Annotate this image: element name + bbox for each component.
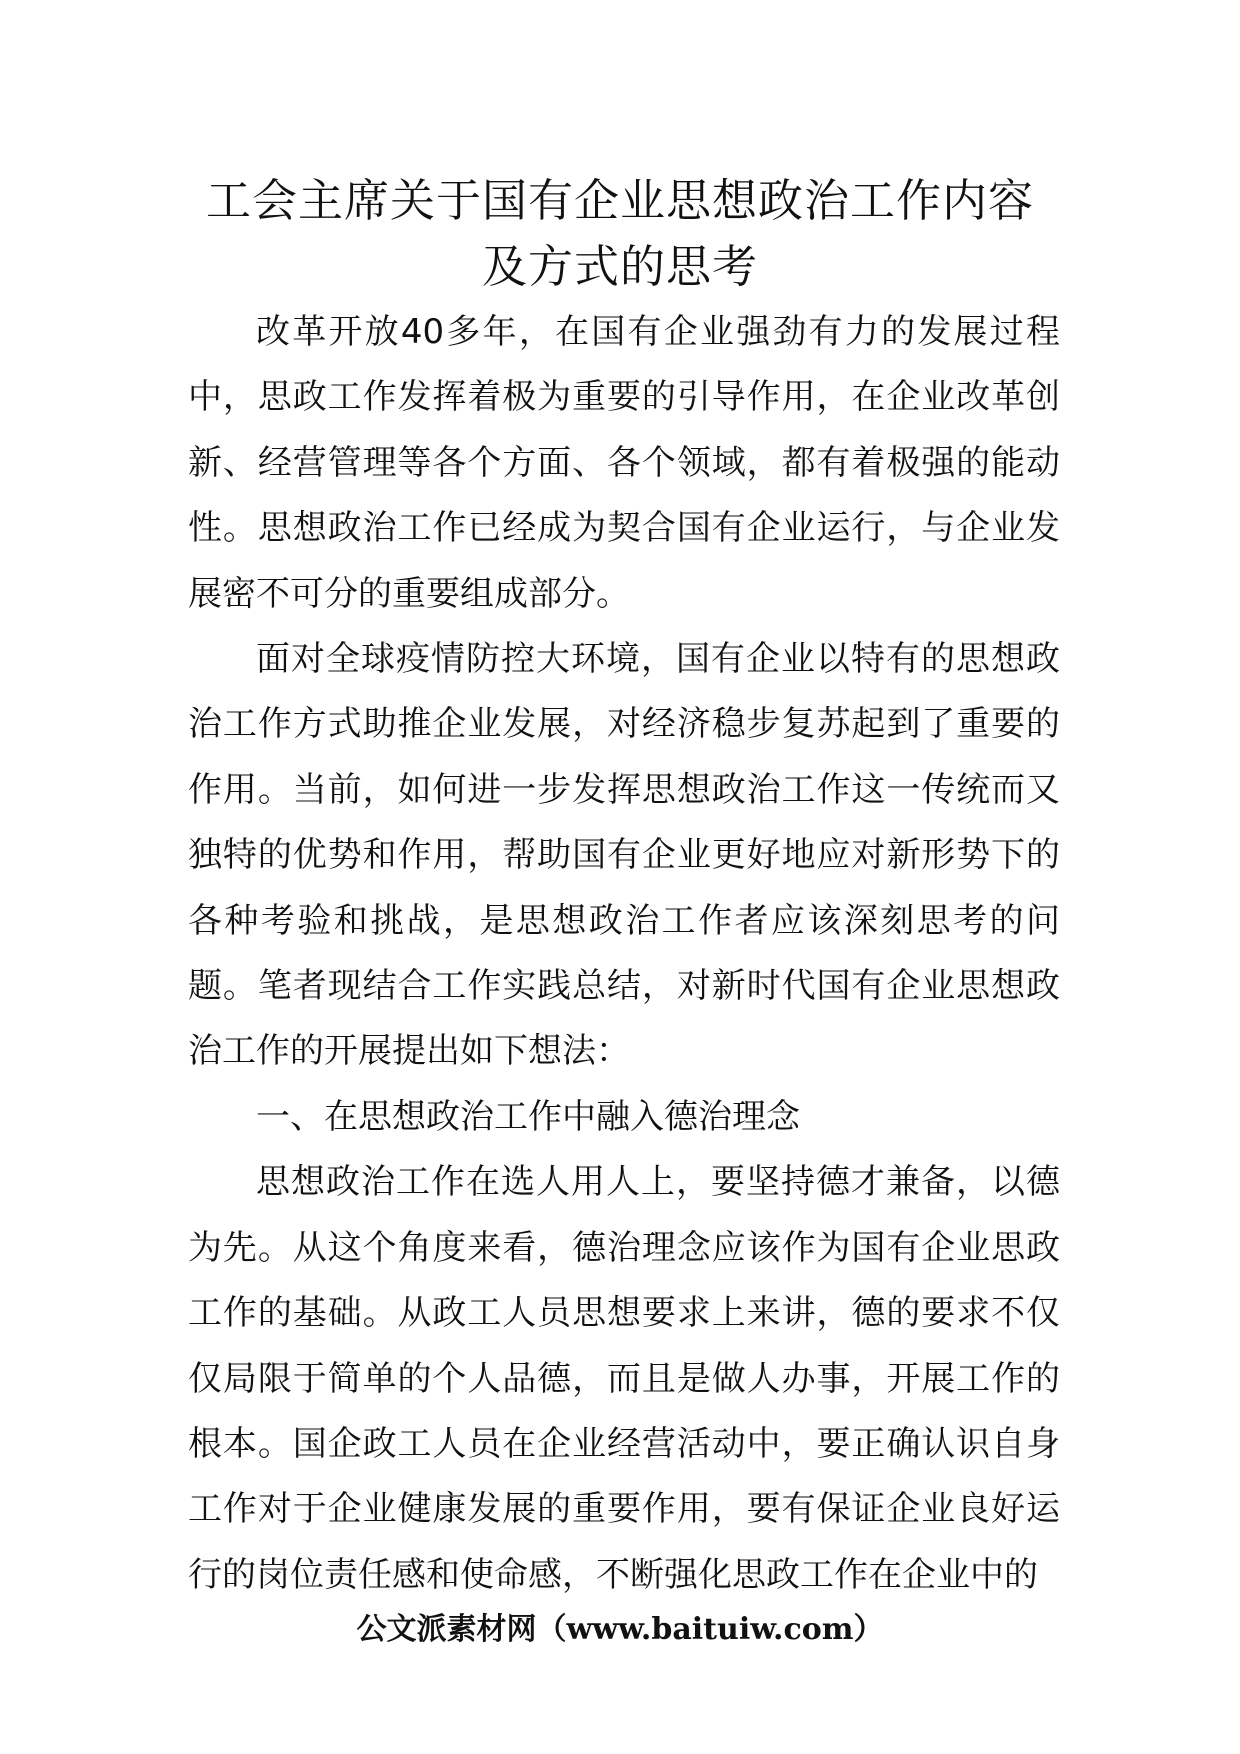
paragraph-intro: 改革开放40多年，在国有企业强劲有力的发展过程中，思政工作发挥着极为重要的引导作用，在企业改革创新、经营管理等各个方面、各个领域，都有着极强的能动性。思想政治工作已经成为契合国有企业运行，与企业发展密不可分的重要组成部分。 <box>188 312 1060 614</box>
title-line-2: 及方式的思考 <box>481 240 758 293</box>
footer-watermark: 公文派素材网（www.baituiw.com） <box>356 1612 884 1647</box>
paragraph-section-1: 思想政治工作在选人用人上，要坚持德才兼备，以德为先。从这个角度来看，德治理念应该作为国有企业思政工作的基础。从政工人员思想要求上来讲，德的要求不仅仅局限于简单的个人品德，而且是做人办事，开展工作的根本。国企政工人员在企业经营活动中，要正确认识自身工作对于企业健康发展的重要作用，要有保证企业良好运行的岗位责任感和使命感，不断强化思政工作在企业中的 <box>188 1162 1060 1595</box>
title-line-1: 工会主席关于国有企业思想政治工作内容 <box>205 174 1034 227</box>
section-heading-1: 一、在思想政治工作中融入德治理念 <box>256 1096 800 1137</box>
paragraph-context: 面对全球疫情防控大环境，国有企业以特有的思想政治工作方式助推企业发展，对经济稳步复苏起到了重要的作用。当前，如何进一步发挥思想政治工作这一传统而又独特的优势和作用，帮助国有企业更好地应对新形势下的各种考验和挑战，是思想政治工作者应该深刻思考的问题。笔者现结合工作实践总结，对新时代国有企业思想政治工作的开展提出如下想法： <box>188 639 1060 1072</box>
document-body <box>188 300 1060 1608</box>
document-title <box>150 168 1090 300</box>
